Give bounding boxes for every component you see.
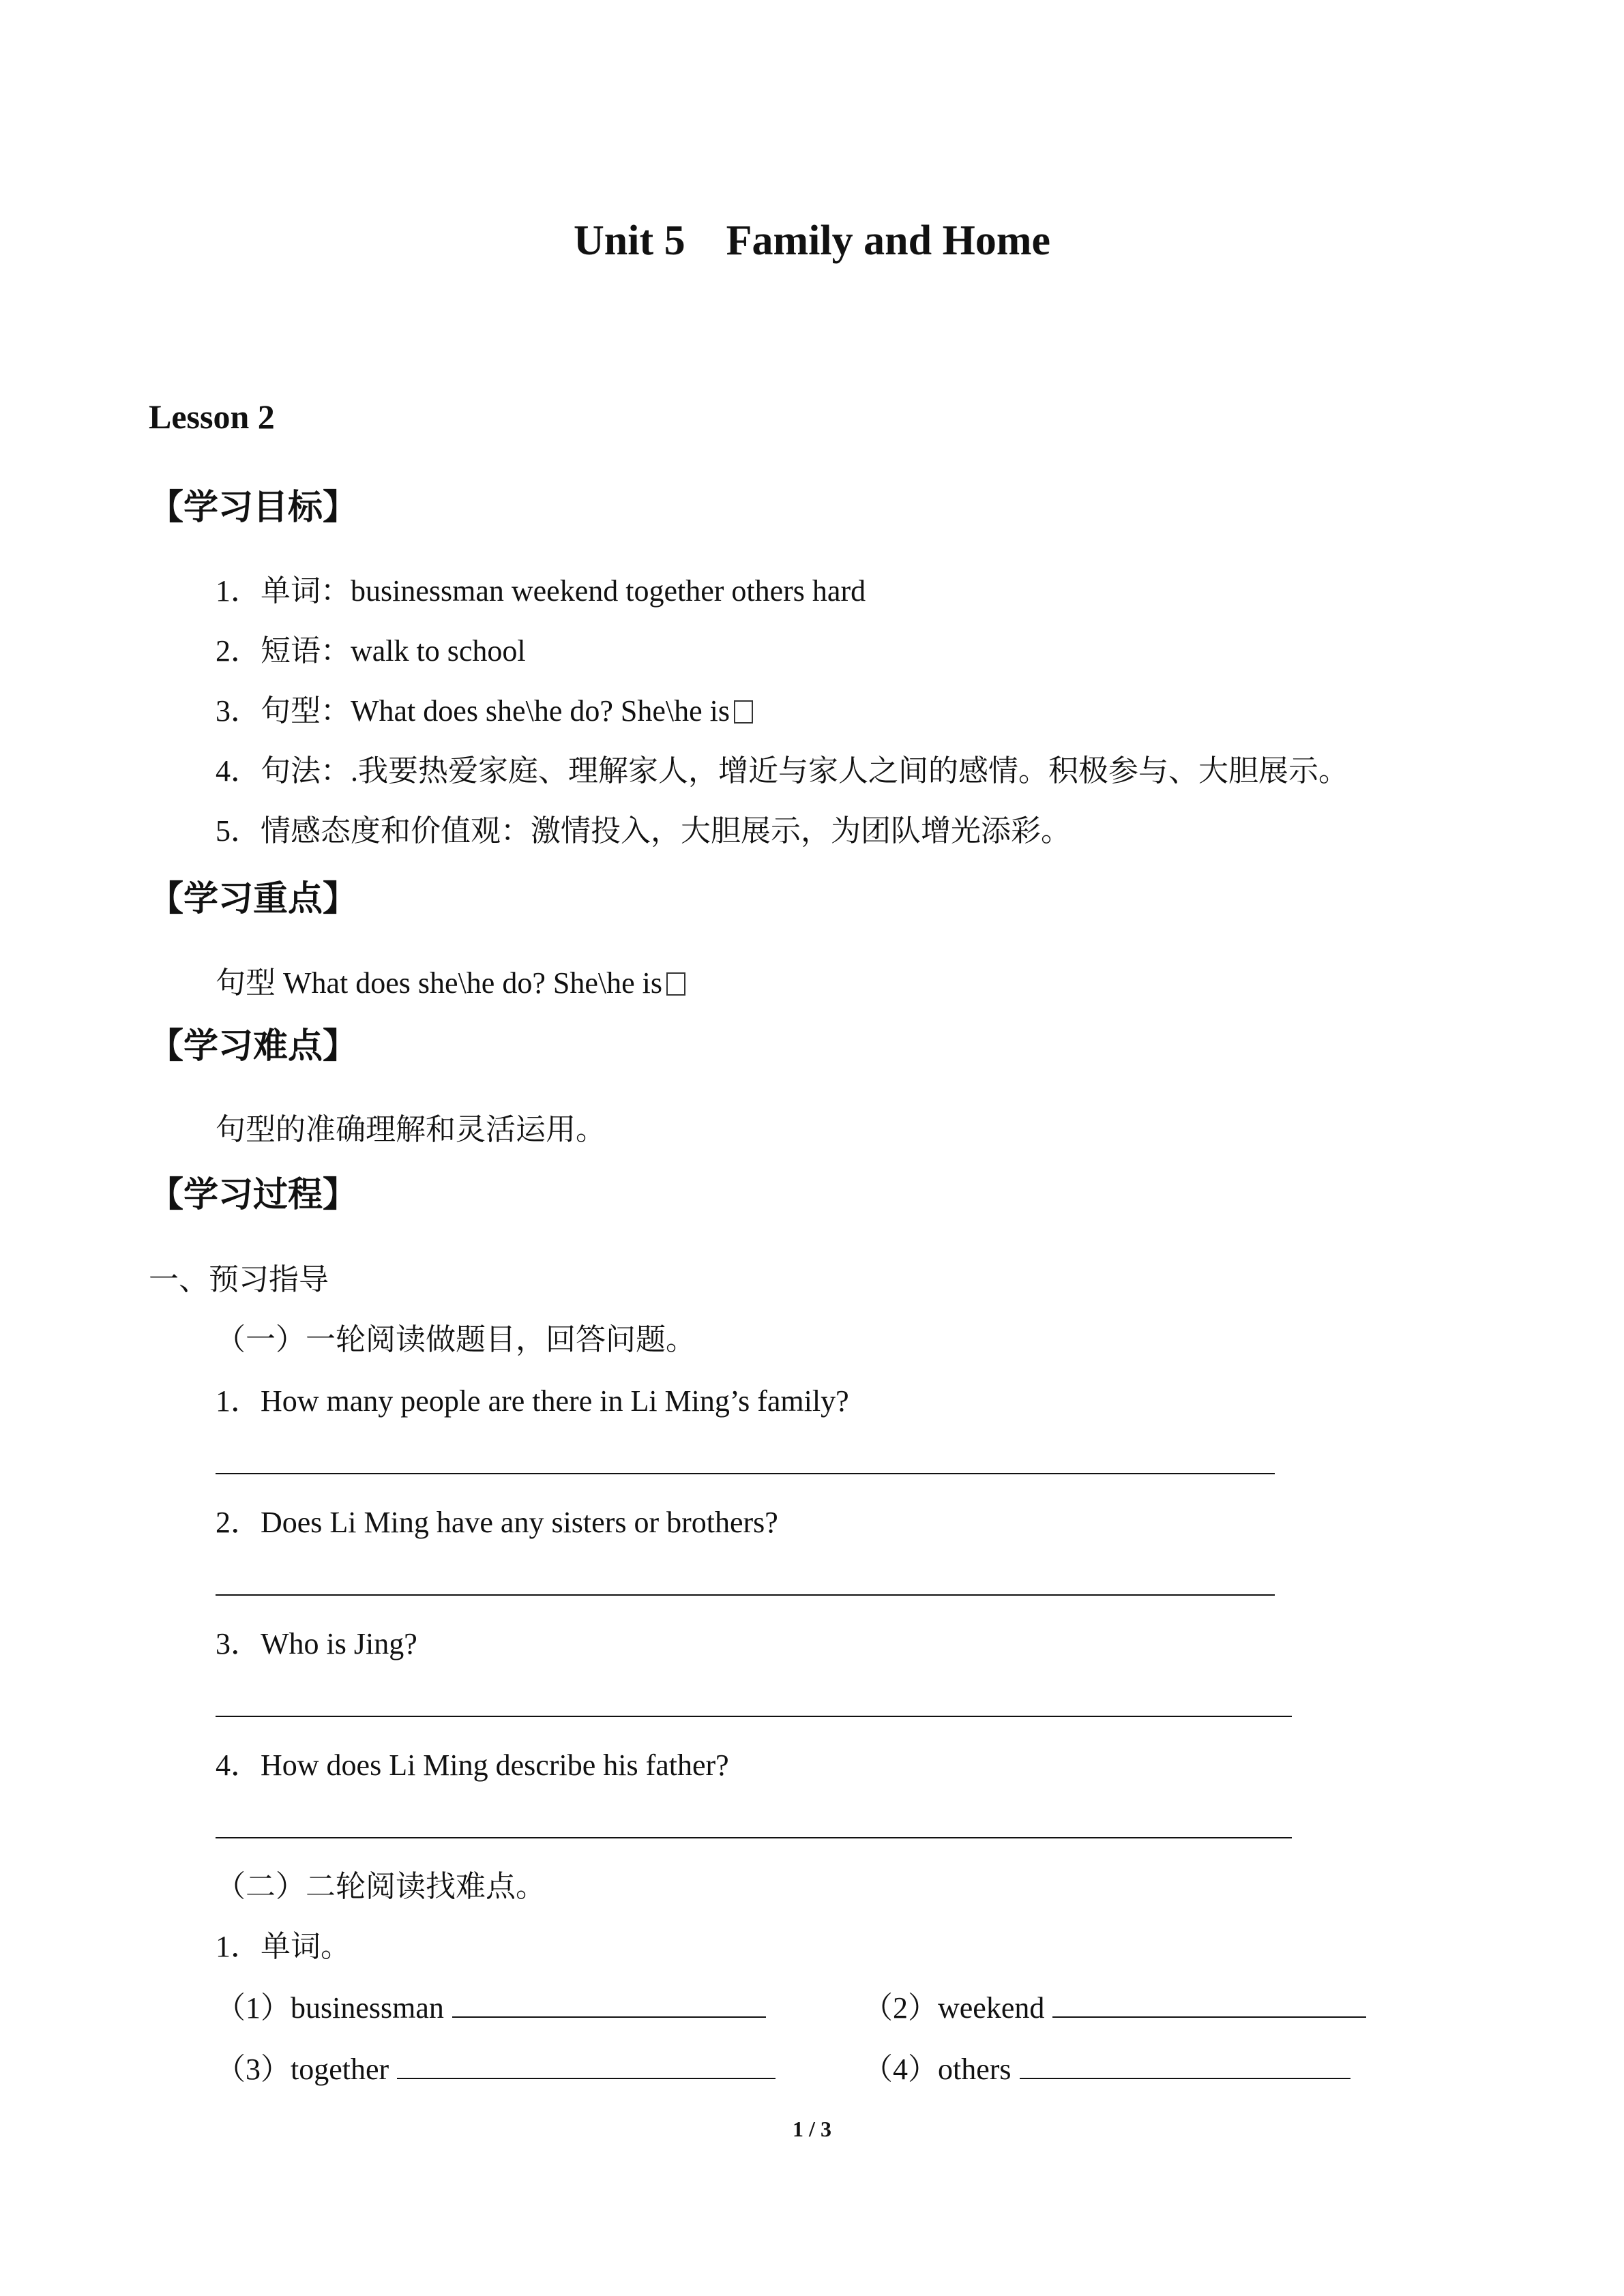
objective-num: 4． <box>216 754 261 788</box>
difficulty-text: 句型的准确理解和灵活运用。 <box>216 1113 606 1146</box>
question-1: 1．How many people are there in Li Ming’s family? <box>216 1384 849 1418</box>
objective-1 <box>216 566 866 610</box>
objective-4 <box>216 746 1348 790</box>
objective-label: 句型： <box>261 694 351 728</box>
answer-line-1[interactable] <box>216 1473 1275 1474</box>
word-blank-3[interactable] <box>397 2053 776 2079</box>
objective-text: 激情投入，大胆展示，为团队增光添彩。 <box>531 814 1071 848</box>
round1-title: （一）一轮阅读做题目，回答问题。 <box>216 1323 696 1356</box>
objective-5 <box>216 806 1071 850</box>
section-difficulties: 【学习难点】 <box>149 1026 358 1067</box>
objective-label: 情感态度和价值观： <box>261 814 531 848</box>
answer-line-2[interactable] <box>216 1594 1275 1596</box>
page-title <box>0 217 1624 265</box>
page-number: 1 / 3 <box>793 2117 831 2141</box>
placeholder-box-icon <box>734 700 753 724</box>
word-blank-1[interactable] <box>452 1992 766 2018</box>
word-item-4 <box>863 2044 1350 2088</box>
objective-label: 单词： <box>261 574 351 608</box>
objective-label: 短语： <box>261 634 351 668</box>
word-item-1 <box>216 1983 766 2027</box>
objective-3 <box>216 686 753 730</box>
section-process: 【学习过程】 <box>149 1175 358 1215</box>
round2-title: （二）二轮阅读找难点。 <box>216 1870 546 1903</box>
section-key-points: 【学习重点】 <box>149 879 358 919</box>
objective-num: 1． <box>216 574 261 608</box>
word-label: （2）weekend <box>863 1991 1045 2025</box>
word-label: （1）businessman <box>216 1991 444 2025</box>
words-title: 1．单词。 <box>216 1930 351 1963</box>
objective-text: What does she\he do? She\he is <box>351 694 730 728</box>
objective-num: 2． <box>216 634 261 668</box>
answer-line-4[interactable] <box>216 1837 1292 1838</box>
objective-num: 3． <box>216 694 261 728</box>
word-label: （3）together <box>216 2053 389 2086</box>
objective-text: businessman weekend together others hard <box>351 574 866 608</box>
question-4: 4．How does Li Ming describe his father? <box>216 1748 729 1782</box>
objective-label: 句法： <box>261 754 351 788</box>
title-topic: Family and Home <box>726 218 1050 264</box>
question-3: 3．Who is Jing? <box>216 1627 417 1660</box>
objective-num: 5． <box>216 814 261 848</box>
word-item-3 <box>216 2044 776 2088</box>
key-point-text <box>216 958 685 1002</box>
word-label: （4）others <box>863 2053 1012 2086</box>
objective-2 <box>216 626 526 670</box>
objective-text: walk to school <box>351 634 526 668</box>
answer-line-3[interactable] <box>216 1716 1292 1717</box>
word-item-2 <box>863 1983 1366 2027</box>
word-blank-4[interactable] <box>1020 2053 1350 2079</box>
lesson-heading: Lesson 2 <box>149 398 275 436</box>
word-blank-2[interactable] <box>1052 1992 1366 2018</box>
question-2: 2．Does Li Ming have any sisters or brothers? <box>216 1506 778 1539</box>
title-unit: Unit 5 <box>574 218 685 264</box>
placeholder-box-icon <box>666 972 685 996</box>
section-objectives: 【学习目标】 <box>149 488 358 528</box>
key-point-sentence: 句型 What does she\he do? She\he is <box>216 966 662 1000</box>
part1-title: 一、预习指导 <box>149 1263 329 1296</box>
objective-text: .我要热爱家庭、理解家人，增近与家人之间的感情。积极参与、大胆展示。 <box>351 754 1348 788</box>
